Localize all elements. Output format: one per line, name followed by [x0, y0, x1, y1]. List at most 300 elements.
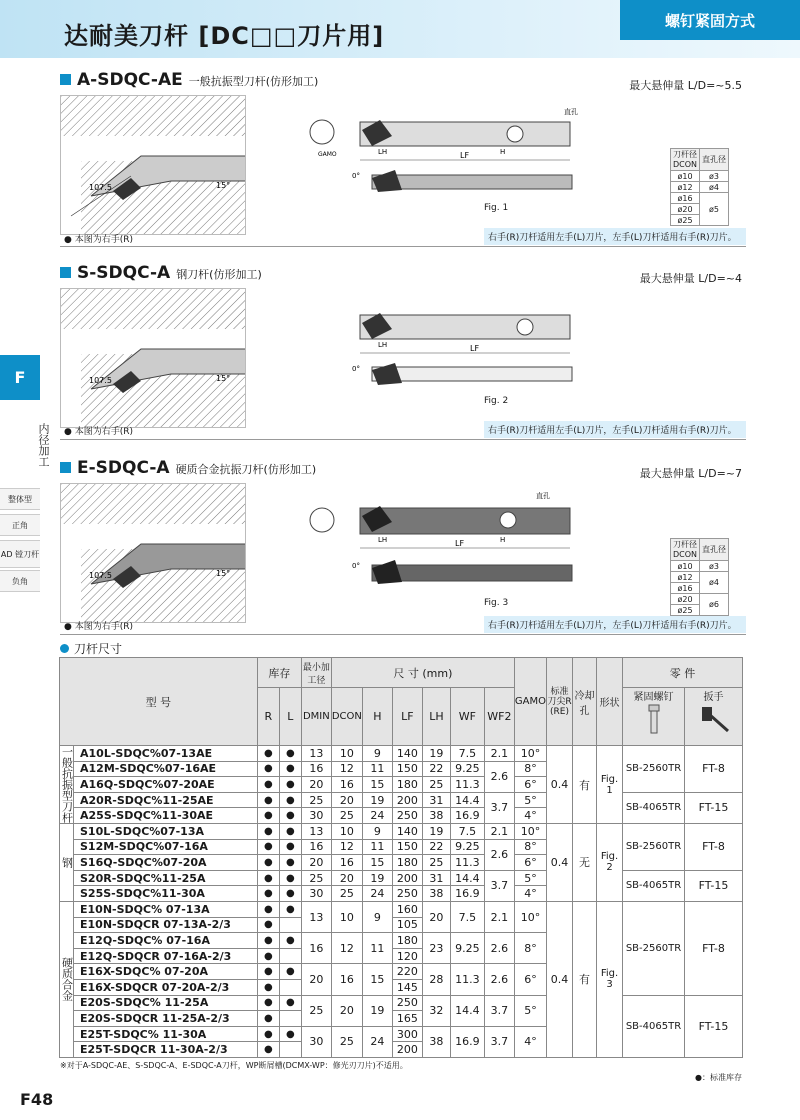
dim-cell: 8° [514, 761, 546, 777]
mini-cell: ø20 [671, 204, 700, 215]
dim-cell: 2.1 [484, 746, 514, 762]
th-screw: 紧固螺钉 [623, 688, 685, 746]
dim-cell: 16 [331, 964, 362, 995]
table-row [60, 746, 743, 762]
category-cell: 硬质合金 [60, 901, 74, 1057]
model-cell: E16X-SDQCR 07-20A-2/3 [74, 979, 258, 995]
model-cell: S10L-SDQC%07-13A [74, 824, 258, 840]
dim-cell: 20 [422, 901, 450, 932]
dim-cell: 32 [422, 995, 450, 1026]
bullet-icon [60, 644, 69, 653]
coolant-cell: 无 [573, 824, 597, 902]
stock-l-cell: ● [279, 761, 301, 777]
screw-cell: SB-4065TR [623, 995, 685, 1057]
stock-r-cell: ● [257, 979, 279, 995]
model-cell: E12Q-SDQCR 07-16A-2/3 [74, 948, 258, 964]
dim-cell: 16 [331, 777, 362, 793]
dim-cell: 9.25 [450, 761, 484, 777]
dim-cell: 8° [514, 933, 546, 964]
dim-cell: 15 [362, 964, 392, 995]
right-hand-note-1: ● 本图为右手(R) [64, 235, 133, 245]
section-marker [60, 74, 71, 85]
mini-cell: ø10 [671, 171, 700, 182]
model-cell: E10N-SDQC% 07-13A [74, 901, 258, 917]
lf-cell: 250 [392, 808, 422, 824]
dim-cell: 30 [301, 886, 331, 902]
dim-cell: 9 [362, 824, 392, 840]
svg-text:GAMO: GAMO [318, 151, 337, 158]
model-cell: A20R-SDQC%11-25AE [74, 792, 258, 808]
stock-r-cell: ● [257, 917, 279, 933]
figure-cell: Fig. 1 [597, 746, 623, 824]
dim-cell: 38 [422, 1026, 450, 1057]
dim-cell: 11 [362, 839, 392, 855]
dim-cell: 22 [422, 761, 450, 777]
th-dims: 尺 寸 (mm) [331, 658, 514, 688]
section-marker [60, 462, 71, 473]
dim-cell: 7.5 [450, 901, 484, 932]
dim-cell: 19 [362, 870, 392, 886]
lf-cell: 180 [392, 933, 422, 949]
dim-cell: 22 [422, 839, 450, 855]
stock-r-cell: ● [257, 761, 279, 777]
table-row [60, 870, 743, 886]
svg-text:直孔: 直孔 [564, 108, 578, 116]
bore-diagram-3 [60, 483, 246, 623]
section-title-3: E-SDQC-A 硬质合金抗振刀杆(仿形加工) [60, 458, 316, 478]
svg-text:H: H [500, 148, 506, 156]
screw-icon [643, 703, 665, 735]
th-shape: 形状 [597, 658, 623, 746]
stock-l-cell [279, 1011, 301, 1027]
dim-cell: 7.5 [450, 824, 484, 840]
mini-cell: ø5 [700, 193, 729, 226]
dim-cell: 19 [362, 995, 392, 1026]
mini-cell: ø25 [671, 215, 700, 226]
dim-cell: 38 [422, 886, 450, 902]
holder-dimension-table [59, 657, 743, 1058]
stock-l-cell: ● [279, 886, 301, 902]
wf2-cell: 2.6 [484, 839, 514, 870]
dim-cell: 16 [301, 933, 331, 964]
th-stock: 库存 [257, 658, 301, 688]
dim-cell: 30 [301, 808, 331, 824]
dim-cell: 25 [331, 886, 362, 902]
th-lh: LH [422, 688, 450, 746]
re-cell: 0.4 [547, 901, 573, 1057]
dim-cell: 20 [331, 792, 362, 808]
lf-cell: 105 [392, 917, 422, 933]
mini-cell: ø16 [671, 193, 700, 204]
th-r: R [257, 688, 279, 746]
screw-cell: SB-2560TR [623, 746, 685, 793]
th-gamo: GAMO [514, 658, 546, 746]
stock-l-cell: ● [279, 746, 301, 762]
svg-text:H: H [500, 536, 506, 544]
mini-header: 直孔径 [700, 539, 729, 561]
stock-l-cell: ● [279, 870, 301, 886]
dim-cell: 10 [331, 824, 362, 840]
dim-cell: 16.9 [450, 808, 484, 824]
dim-cell: 25 [422, 855, 450, 871]
svg-text:LH: LH [378, 148, 388, 156]
stock-r-cell: ● [257, 870, 279, 886]
mini-cell: ø10 [671, 561, 700, 572]
dim-cell: 24 [362, 1026, 392, 1057]
model-cell: E20S-SDQC% 11-25A [74, 995, 258, 1011]
th-parts: 零 件 [623, 658, 743, 688]
lf-cell: 250 [392, 886, 422, 902]
model-cell: S20R-SDQC%11-25A [74, 870, 258, 886]
svg-text:15°: 15° [216, 374, 231, 383]
lf-cell: 300 [392, 1026, 422, 1042]
dim-cell: 30 [301, 1026, 331, 1057]
dim-cell: 24 [362, 886, 392, 902]
dim-cell: 14.4 [450, 870, 484, 886]
mini-cell: ø12 [671, 182, 700, 193]
svg-text:0°: 0° [352, 172, 360, 180]
dim-cell: 6° [514, 777, 546, 793]
figure-cell: Fig. 3 [597, 901, 623, 1057]
section-marker [60, 267, 71, 278]
dim-cell: 20 [301, 855, 331, 871]
svg-text:107.5: 107.5 [89, 571, 112, 580]
section-title-1: A-SDQC-AE 一般抗振型刀杆(仿形加工) [60, 70, 318, 90]
coolant-cell: 有 [573, 746, 597, 824]
wf2-cell: 3.7 [484, 870, 514, 901]
coolant-cell: 有 [573, 901, 597, 1057]
dim-cell: 10 [331, 901, 362, 932]
mini-cell: ø3 [700, 171, 729, 182]
lf-cell: 160 [392, 901, 422, 917]
dim-cell: 4° [514, 886, 546, 902]
dim-cell: 13 [301, 901, 331, 932]
dim-cell: 25 [331, 1026, 362, 1057]
wrench-cell: FT-8 [685, 901, 743, 995]
dim-cell: 16.9 [450, 886, 484, 902]
stock-r-cell: ● [257, 948, 279, 964]
lf-cell: 200 [392, 792, 422, 808]
svg-text:107.5: 107.5 [89, 183, 112, 192]
model-cell: E25T-SDQC% 11-30A [74, 1026, 258, 1042]
th-wrench: 扳手 [685, 688, 743, 746]
stock-l-cell: ● [279, 824, 301, 840]
mini-cell: ø4 [700, 572, 729, 594]
dim-cell: 25 [301, 995, 331, 1026]
dim-cell: 6° [514, 964, 546, 995]
holder-drawing-3 [300, 490, 600, 600]
stock-r-cell: ● [257, 886, 279, 902]
dim-cell: 11.3 [450, 777, 484, 793]
model-cell: E25T-SDQCR 11-30A-2/3 [74, 1042, 258, 1058]
th-min: 最小加工径 [301, 658, 331, 688]
mini-cell: ø20 [671, 594, 700, 605]
dim-cell: 23 [422, 933, 450, 964]
dim-cell: 19 [422, 746, 450, 762]
coolant-table-3 [670, 538, 729, 616]
stock-r-cell: ● [257, 855, 279, 871]
wrench-cell: FT-15 [685, 792, 743, 823]
max-overhang-1: 最大悬伸量 L/D=~5.5 [629, 79, 742, 92]
wrench-icon [696, 703, 732, 735]
svg-text:LH: LH [378, 341, 388, 349]
stock-r-cell: ● [257, 1042, 279, 1058]
page-title: 达耐美刀杆 [DC□□刀片用] [64, 22, 385, 50]
fig-label-1: Fig. 1 [484, 203, 509, 213]
th-wf2: WF2 [484, 688, 514, 746]
dim-cell: 15 [362, 777, 392, 793]
dim-cell: 19 [362, 792, 392, 808]
screw-cell: SB-4065TR [623, 792, 685, 823]
page-number: F48 [20, 1090, 54, 1109]
clamping-type-tab: 螺钉紧固方式 [620, 0, 800, 40]
mini-cell: ø12 [671, 572, 700, 583]
th-h: H [362, 688, 392, 746]
dim-cell: 9.25 [450, 933, 484, 964]
model-cell: E12Q-SDQC% 07-16A [74, 933, 258, 949]
dim-cell: 11 [362, 933, 392, 964]
section-title-2: S-SDQC-A 钢刀杆(仿形加工) [60, 263, 262, 283]
lf-cell: 120 [392, 948, 422, 964]
re-cell: 0.4 [547, 746, 573, 824]
dim-cell: 16 [301, 761, 331, 777]
stock-r-cell: ● [257, 933, 279, 949]
stock-l-cell: ● [279, 901, 301, 917]
stock-l-cell [279, 917, 301, 933]
dim-cell: 25 [301, 792, 331, 808]
lf-cell: 220 [392, 964, 422, 980]
stock-l-cell: ● [279, 995, 301, 1011]
stock-l-cell: ● [279, 933, 301, 949]
fig-label-3: Fig. 3 [484, 598, 509, 608]
stock-r-cell: ● [257, 746, 279, 762]
footnote: ※对于A-SDQC-AE、S-SDQC-A、E-SDQC-A刀杆，WP断屑槽(DCMX-WP：修光刃刀片)不适用。 [60, 1061, 408, 1070]
th-lf: LF [392, 688, 422, 746]
dim-cell: 19 [422, 824, 450, 840]
max-overhang-3: 最大悬伸量 L/D=~7 [639, 467, 742, 480]
stock-l-cell: ● [279, 792, 301, 808]
dim-cell: 10° [514, 901, 546, 932]
svg-text:0°: 0° [352, 365, 360, 373]
sidebar-item-solid[interactable]: 整体型 [0, 488, 40, 510]
th-model: 型 号 [60, 658, 258, 746]
dim-cell: 4° [514, 808, 546, 824]
dim-cell: 3.7 [484, 1026, 514, 1057]
mini-cell: ø25 [671, 605, 700, 616]
dim-cell: 2.6 [484, 964, 514, 995]
th-dcon: DCON [331, 688, 362, 746]
lf-cell: 180 [392, 855, 422, 871]
table-row [60, 901, 743, 917]
stock-r-cell: ● [257, 995, 279, 1011]
lf-cell: 165 [392, 1011, 422, 1027]
wrench-cell: FT-15 [685, 995, 743, 1057]
screw-cell: SB-2560TR [623, 824, 685, 871]
dim-cell: 8° [514, 839, 546, 855]
model-cell: E20S-SDQCR 11-25A-2/3 [74, 1011, 258, 1027]
stock-r-cell: ● [257, 808, 279, 824]
dim-cell: 16 [301, 839, 331, 855]
model-cell: E16X-SDQC% 07-20A [74, 964, 258, 980]
holder-drawing-2 [300, 305, 600, 405]
wf2-cell: 3.7 [484, 792, 514, 823]
right-hand-note-3: ● 本图为右手(R) [64, 622, 133, 632]
table-row [60, 995, 743, 1011]
th-l: L [279, 688, 301, 746]
lf-cell: 150 [392, 761, 422, 777]
dim-cell: 10° [514, 746, 546, 762]
th-dmin: DMIN [301, 688, 331, 746]
stock-r-cell: ● [257, 777, 279, 793]
dim-cell: 20 [331, 870, 362, 886]
lf-cell: 200 [392, 870, 422, 886]
dim-cell: 10° [514, 824, 546, 840]
dim-cell: 13 [301, 746, 331, 762]
dim-cell: 2.1 [484, 824, 514, 840]
model-cell: S25S-SDQC%11-30A [74, 886, 258, 902]
right-hand-note-2: ● 本图为右手(R) [64, 427, 133, 437]
svg-text:0°: 0° [352, 562, 360, 570]
dim-cell: 11.3 [450, 855, 484, 871]
model-cell: A10L-SDQC%07-13AE [74, 746, 258, 762]
figure-cell: Fig. 2 [597, 824, 623, 902]
stock-l-cell: ● [279, 839, 301, 855]
stock-r-cell: ● [257, 839, 279, 855]
dim-cell: 14.4 [450, 792, 484, 808]
dim-cell: 9 [362, 901, 392, 932]
lf-cell: 150 [392, 839, 422, 855]
stock-l-cell: ● [279, 777, 301, 793]
dim-cell: 13 [301, 824, 331, 840]
dim-cell: 5° [514, 792, 546, 808]
stock-r-cell: ● [257, 901, 279, 917]
stock-l-cell: ● [279, 855, 301, 871]
dim-cell: 5° [514, 870, 546, 886]
dim-cell: 20 [301, 777, 331, 793]
wrench-cell: FT-15 [685, 870, 743, 901]
stock-r-cell: ● [257, 1011, 279, 1027]
dim-cell: 24 [362, 808, 392, 824]
lf-cell: 145 [392, 979, 422, 995]
dim-cell: 14.4 [450, 995, 484, 1026]
dim-cell: 2.1 [484, 901, 514, 932]
category-cell: 一般抗振型刀杆 [60, 746, 74, 823]
svg-text:15°: 15° [216, 569, 231, 578]
dim-cell: 28 [422, 964, 450, 995]
dim-cell: 31 [422, 792, 450, 808]
sidebar-item-negative[interactable]: 负角 [0, 570, 40, 592]
stock-l-cell: ● [279, 808, 301, 824]
dim-cell: 12 [331, 839, 362, 855]
page-header [0, 0, 800, 58]
dim-cell: 9.25 [450, 839, 484, 855]
model-cell: E10N-SDQCR 07-13A-2/3 [74, 917, 258, 933]
dim-cell: 16 [331, 855, 362, 871]
sidebar-item-positive[interactable]: 正角 [0, 514, 40, 536]
re-cell: 0.4 [547, 824, 573, 902]
dim-cell: 7.5 [450, 746, 484, 762]
wf2-cell: 2.6 [484, 761, 514, 792]
th-wf: WF [450, 688, 484, 746]
mini-header: 刀杆径 DCON [671, 149, 700, 171]
svg-text:LF: LF [460, 151, 470, 160]
dim-cell: 6° [514, 855, 546, 871]
dim-cell: 15 [362, 855, 392, 871]
table-row [60, 792, 743, 808]
screw-cell: SB-4065TR [623, 870, 685, 901]
model-cell: A12M-SDQC%07-16AE [74, 761, 258, 777]
th-cool: 冷却孔 [573, 658, 597, 746]
dim-cell: 12 [331, 761, 362, 777]
dim-cell: 5° [514, 995, 546, 1026]
section-letter[interactable]: F [0, 355, 40, 400]
dim-cell: 12 [331, 933, 362, 964]
bore-diagram-1 [60, 95, 246, 235]
table-row [60, 824, 743, 840]
dim-cell: 3.7 [484, 995, 514, 1026]
bore-diagram-2 [60, 288, 246, 428]
svg-text:LH: LH [378, 536, 388, 544]
orientation-note-3: 右手(R)刀杆适用左手(L)刀片，左手(L)刀杆适用右手(R)刀片。 [484, 616, 746, 633]
dim-cell: 25 [422, 777, 450, 793]
model-cell: S12M-SDQC%07-16A [74, 839, 258, 855]
model-cell: S16Q-SDQC%07-20A [74, 855, 258, 871]
dim-cell: 16.9 [450, 1026, 484, 1057]
svg-text:15°: 15° [216, 181, 231, 190]
stock-r-cell: ● [257, 964, 279, 980]
lf-cell: 180 [392, 777, 422, 793]
dim-cell: 4° [514, 1026, 546, 1057]
stock-l-cell: ● [279, 964, 301, 980]
stock-l-cell: ● [279, 1026, 301, 1042]
dim-cell: 31 [422, 870, 450, 886]
model-cell: A25S-SDQC%11-30AE [74, 808, 258, 824]
stock-l-cell [279, 1042, 301, 1058]
dim-cell: 20 [331, 995, 362, 1026]
stock-l-cell [279, 948, 301, 964]
lf-cell: 200 [392, 1042, 422, 1058]
svg-text:107.5: 107.5 [89, 376, 112, 385]
orientation-note-1: 右手(R)刀杆适用左手(L)刀片，左手(L)刀杆适用右手(R)刀片。 [484, 228, 746, 245]
mini-header: 直孔径 [700, 149, 729, 171]
lf-cell: 250 [392, 995, 422, 1011]
screw-cell: SB-2560TR [623, 901, 685, 995]
mini-cell: ø6 [700, 594, 729, 616]
lf-cell: 140 [392, 746, 422, 762]
dim-cell: 11 [362, 761, 392, 777]
sidebar-category: 内径加工 [37, 423, 50, 467]
legend-note: ●：标准库存 [695, 1073, 742, 1082]
wrench-cell: FT-8 [685, 824, 743, 871]
mini-cell: ø3 [700, 561, 729, 572]
mini-header: 刀杆径 DCON [671, 539, 700, 561]
dim-cell: 20 [301, 964, 331, 995]
stock-l-cell [279, 979, 301, 995]
dim-cell: 9 [362, 746, 392, 762]
wrench-cell: FT-8 [685, 746, 743, 793]
svg-text:LF: LF [455, 539, 465, 548]
coolant-table-1 [670, 148, 729, 226]
stock-r-cell: ● [257, 1026, 279, 1042]
category-cell: 钢 [60, 824, 74, 902]
holder-drawing-1 [300, 100, 600, 220]
th-re: 标准刀尖R (RE) [547, 658, 573, 746]
sidebar-item-ad-boring[interactable]: AD 镗刀杆 [0, 540, 40, 568]
dim-cell: 11.3 [450, 964, 484, 995]
svg-text:直孔: 直孔 [536, 492, 550, 500]
mini-cell: ø16 [671, 583, 700, 594]
divider [60, 439, 746, 440]
